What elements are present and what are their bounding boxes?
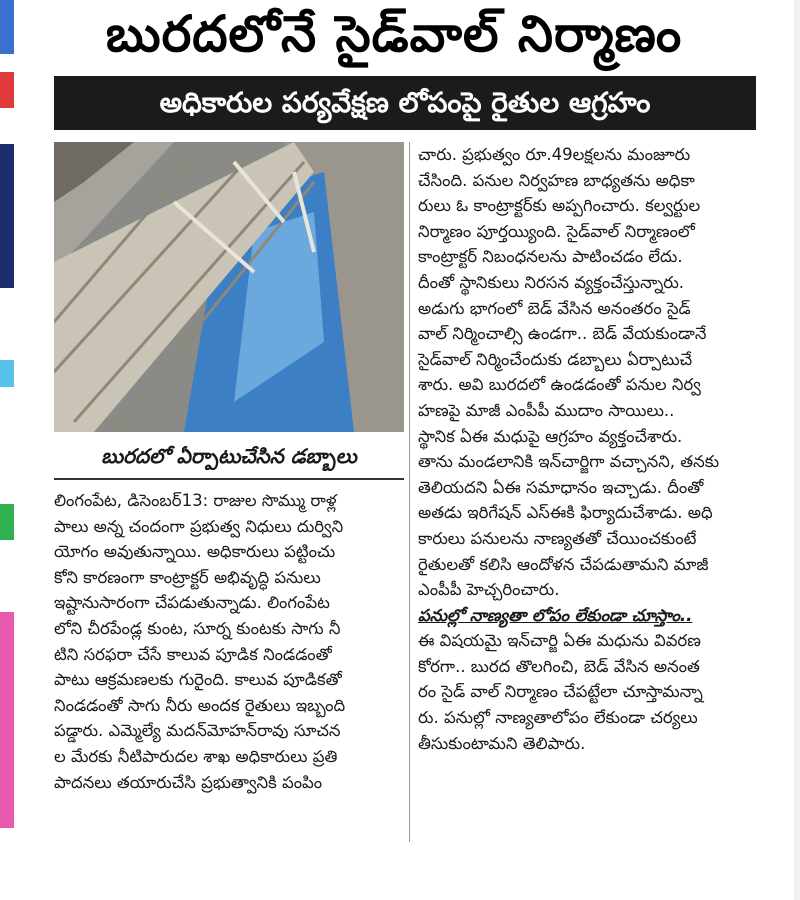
article-line: హణపై మాజీ ఎంపీపీ ముదాం సాయిలు.. [418,400,675,420]
subheadline-banner: అధికారుల పర్యవేక్షణ లోపంపై రైతుల ఆగ్రహం [54,76,756,130]
article-line: పడ్డారు. ఎమ్మెల్యే మదన్‌మోహన్‌రావు సూచన [54,721,341,741]
article-line: నిర్మాణం పూర్తయ్యింది. సైడ్‌వాల్ నిర్మాణంలో [418,221,695,241]
article-line: తీసుకుంటామని తెలిపారు. [418,733,586,753]
article-line: పాదనలు తయారుచేసి ప్రభుత్వానికి పంపిం [54,772,323,792]
article-line: పాటు ఆక్రమణలకు గురైంది. కాలువ పూడికతో [54,670,342,690]
article-line: రు. పనుల్లో నాణ్యతాలోపం లేకుండా చర్యలు [418,708,698,728]
article-line: నిండడంతో సాగు నీరు అందక రైతులు ఇబ్బంది [54,695,346,715]
article-line: రం సైడ్ వాల్ నిర్మాణం చేపట్టేలా చూస్తామన్నా [418,682,703,702]
article-line: కారులు పనులను నాణ్యతతో చేయించకుంటే [418,528,697,548]
article-line: తెలియదని ఏఈ సమాధానం ఇచ్చాడు. దీంతో [418,477,704,497]
article-line: సైడ్‌వాల్ నిర్మించేందుకు డబ్బాలు ఏర్పాటుచే [418,349,693,369]
article-line: చారు. ప్రభుత్వం రూ.49లక్షలను మంజూరు [418,145,691,164]
article-line: చేసింది. పనుల నిర్వహణ బాధ్యతను అధికా [418,170,695,190]
article-subtitle: పనుల్లో నాణ్యతా లోపం లేకుండా చూస్తాం.. [418,605,693,625]
article-line: ఈ విషయమై ఇన్‌చార్జి ఏఈ మధును వివరణ [418,631,701,651]
adjacent-page-edge [0,0,14,900]
column-divider [409,142,410,842]
article-line: అతడు ఇరిగేషన్ ఎస్‌ఈకి ఫిర్యాదుచేశాడు. అధి [418,503,713,523]
article-line: ల మేరకు నీటిపారుదల శాఖ అధికారులు ప్రతి [54,746,338,766]
article-line: దీంతో స్థానికులు నిరసన వ్యక్తంచేస్తున్నారు. [418,272,685,292]
article-line: ఇష్టానుసారంగా చేపడుతున్నాడు. లింగంపేట [54,593,330,613]
right-article-column [418,142,763,756]
article-line: కోరగా.. బురద తొలగించి, బెడ్ వేసిన అనంత [418,656,700,676]
article-line: కోని కారణంగా కాంట్రాక్టర్ అభివృద్ధి పనులు [54,567,321,587]
article-line: లోని చీరపేండ్ల కుంట, సూర్న కుంటకు సాగు నీ [54,618,341,638]
article-line: అడుగు భాగంలో బెడ్ వేసిన అనంతరం సైడ్ [418,298,691,318]
article-line: యోగం అవుతున్నాయి. అధికారులు పట్టించు [54,542,336,562]
article-line: వాల్ నిర్మించాల్సి ఉండగా.. బెడ్ వేయకుండానే [418,324,707,344]
article-line: రులు ఓ కాంట్రాక్టర్‌కు అప్పగించారు. కల్వర్టుల [418,196,701,216]
article-line: స్థానిక ఏఈ మధుపై ఆగ్రహం వ్యక్తంచేశారు. [418,426,683,446]
left-article-column [54,488,404,795]
article-line: తాను మండలానికి ఇన్‌చార్జిగా వచ్చానని, తనకు [418,452,720,472]
headline: బురదలోనే సైడ్‌వాల్ నిర్మాణం [105,5,683,63]
article-line: కాంట్రాక్టర్ నిబంధనలను పాటించడం లేదు. [418,247,683,267]
canal-photo-illustration [54,142,404,432]
article-line: శారు. అవి బురదలో ఉండడంతో పనుల నిర్వ [418,375,701,395]
article-line: లింగంపేట, డిసెంబర్13: రాజుల సొమ్ము రాళ్ల [54,491,337,510]
article-line: టిని సరఫరా చేసే కాలువ పూడిక నిండడంతో [54,644,332,664]
article-line: పాలు అన్న చందంగా ప్రభుత్వ నిధులు దుర్విని [54,516,344,536]
right-page-edge [794,0,800,900]
news-photo [54,142,404,432]
article-line: రైతులతో కలిసి ఆందోళన చేపడుతామని మాజీ [418,554,709,574]
photo-caption: బురదలో ఏర్పాటుచేసిన డబ్బాలు [101,444,357,468]
article-line: ఎంపీపీ హెచ్చరించారు. [418,580,560,600]
caption-divider [54,478,404,480]
